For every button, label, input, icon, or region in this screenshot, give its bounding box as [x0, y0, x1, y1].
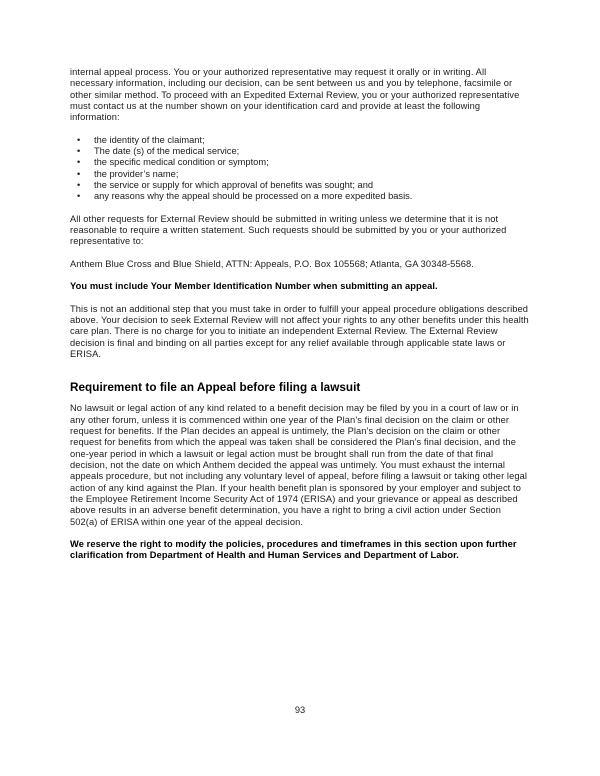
list-item [70, 146, 529, 157]
paragraph-other-requests-external-review: All other requests for External Review should be submitted in writing unless we determine that it is not reasonable to require a written statement. Such requests should be submitted by you or your authorized representative to: [70, 213, 507, 247]
paragraph-internal-appeal-process: internal appeal process. You or your authorized representative may request it orally or in writing. All necessary information, including our decision, can be sent between us and you by telephone, facsimile or other similar method. To proceed with an Expedited External Review, you or your authorized representative must contact us at the number shown on your identification card and provide at least the following information: [70, 67, 520, 123]
bullet-icon: • [77, 180, 81, 191]
page-number: 93 [294, 705, 306, 715]
list-item [70, 191, 529, 202]
list-item-label: The date (s) of the medical service; [94, 146, 240, 157]
list-item-label: the provider’s name; [94, 168, 179, 179]
list-item-label: any reasons why the appeal should be processed on a more expedited basis. [94, 191, 413, 202]
bullet-icon: • [77, 168, 81, 179]
bullet-icon: • [77, 157, 81, 168]
expedited-review-information-list [70, 135, 529, 203]
paragraph-mailing-address: Anthem Blue Cross and Blue Shield, ATTN: Appeals, P.O. Box 105568; Atlanta, GA 30348-5568. [70, 258, 474, 269]
bullet-icon: • [77, 146, 81, 157]
notice-reserve-right-to-modify: We reserve the right to modify the policies, procedures and timeframes in this section upon further clarification from Department of Health and Human Services and Department of Labor. [70, 539, 517, 561]
document-body [70, 67, 529, 573]
list-item [70, 135, 529, 146]
section-heading-appeal-before-lawsuit: Requirement to file an Appeal before filing a lawsuit [70, 381, 361, 395]
bullet-icon: • [77, 191, 81, 202]
paragraph-lawsuit-requirements: No lawsuit or legal action of any kind related to a benefit decision may be filed by you in a court of law or in any other forum, unless it is commenced within one year of the Plan’s final decision on the claim or other request for benefits. If the Plan decides an appeal is untimely, the Plan’s decision on the claim or other request for benefits from which the appeal was taken shall be considered the Plan’s final decision, and the one-year period in which a lawsuit or legal action must be brought shall run from the date of that final decision, not the date on which Anthem decided the appeal was untimely. You must exhaust the internal appeals procedure, but not including any voluntary level of appeal, before filing a lawsuit or taking other legal action of any kind against the Plan. If your health benefit plan is sponsored by your employer and subject to the Employee Retirement Income Security Act of 1974 (ERISA) and your grievance or appeal as described above results in an adverse benefit determination, you have a right to bring a civil action under Section 502(a) of ERISA within one year of the appeal decision. [70, 403, 528, 527]
list-item-label: the specific medical condition or symptom; [94, 157, 269, 168]
notice-member-identification-number: You must include Your Member Identification Number when submitting an appeal. [70, 281, 438, 292]
list-item-label: the service or supply for which approval of benefits was sought; and [94, 180, 374, 191]
bullet-icon: • [77, 134, 81, 145]
list-item-label: the identity of the claimant; [94, 134, 205, 145]
list-item [70, 180, 529, 191]
section-spacer [70, 371, 529, 376]
list-item [70, 157, 529, 168]
paragraph-external-review-not-additional-step: This is not an additional step that you must take in order to fulfill your appeal procedure obligations described above. Your decision to seek External Review will not affect your rights to any other benefits under this health care plan. There is no charge for you to initiate an independent External Review. The External Review decision is final and binding on all parties except for any relief available through applicable state laws or ERISA. [70, 303, 529, 359]
list-item [70, 169, 529, 180]
